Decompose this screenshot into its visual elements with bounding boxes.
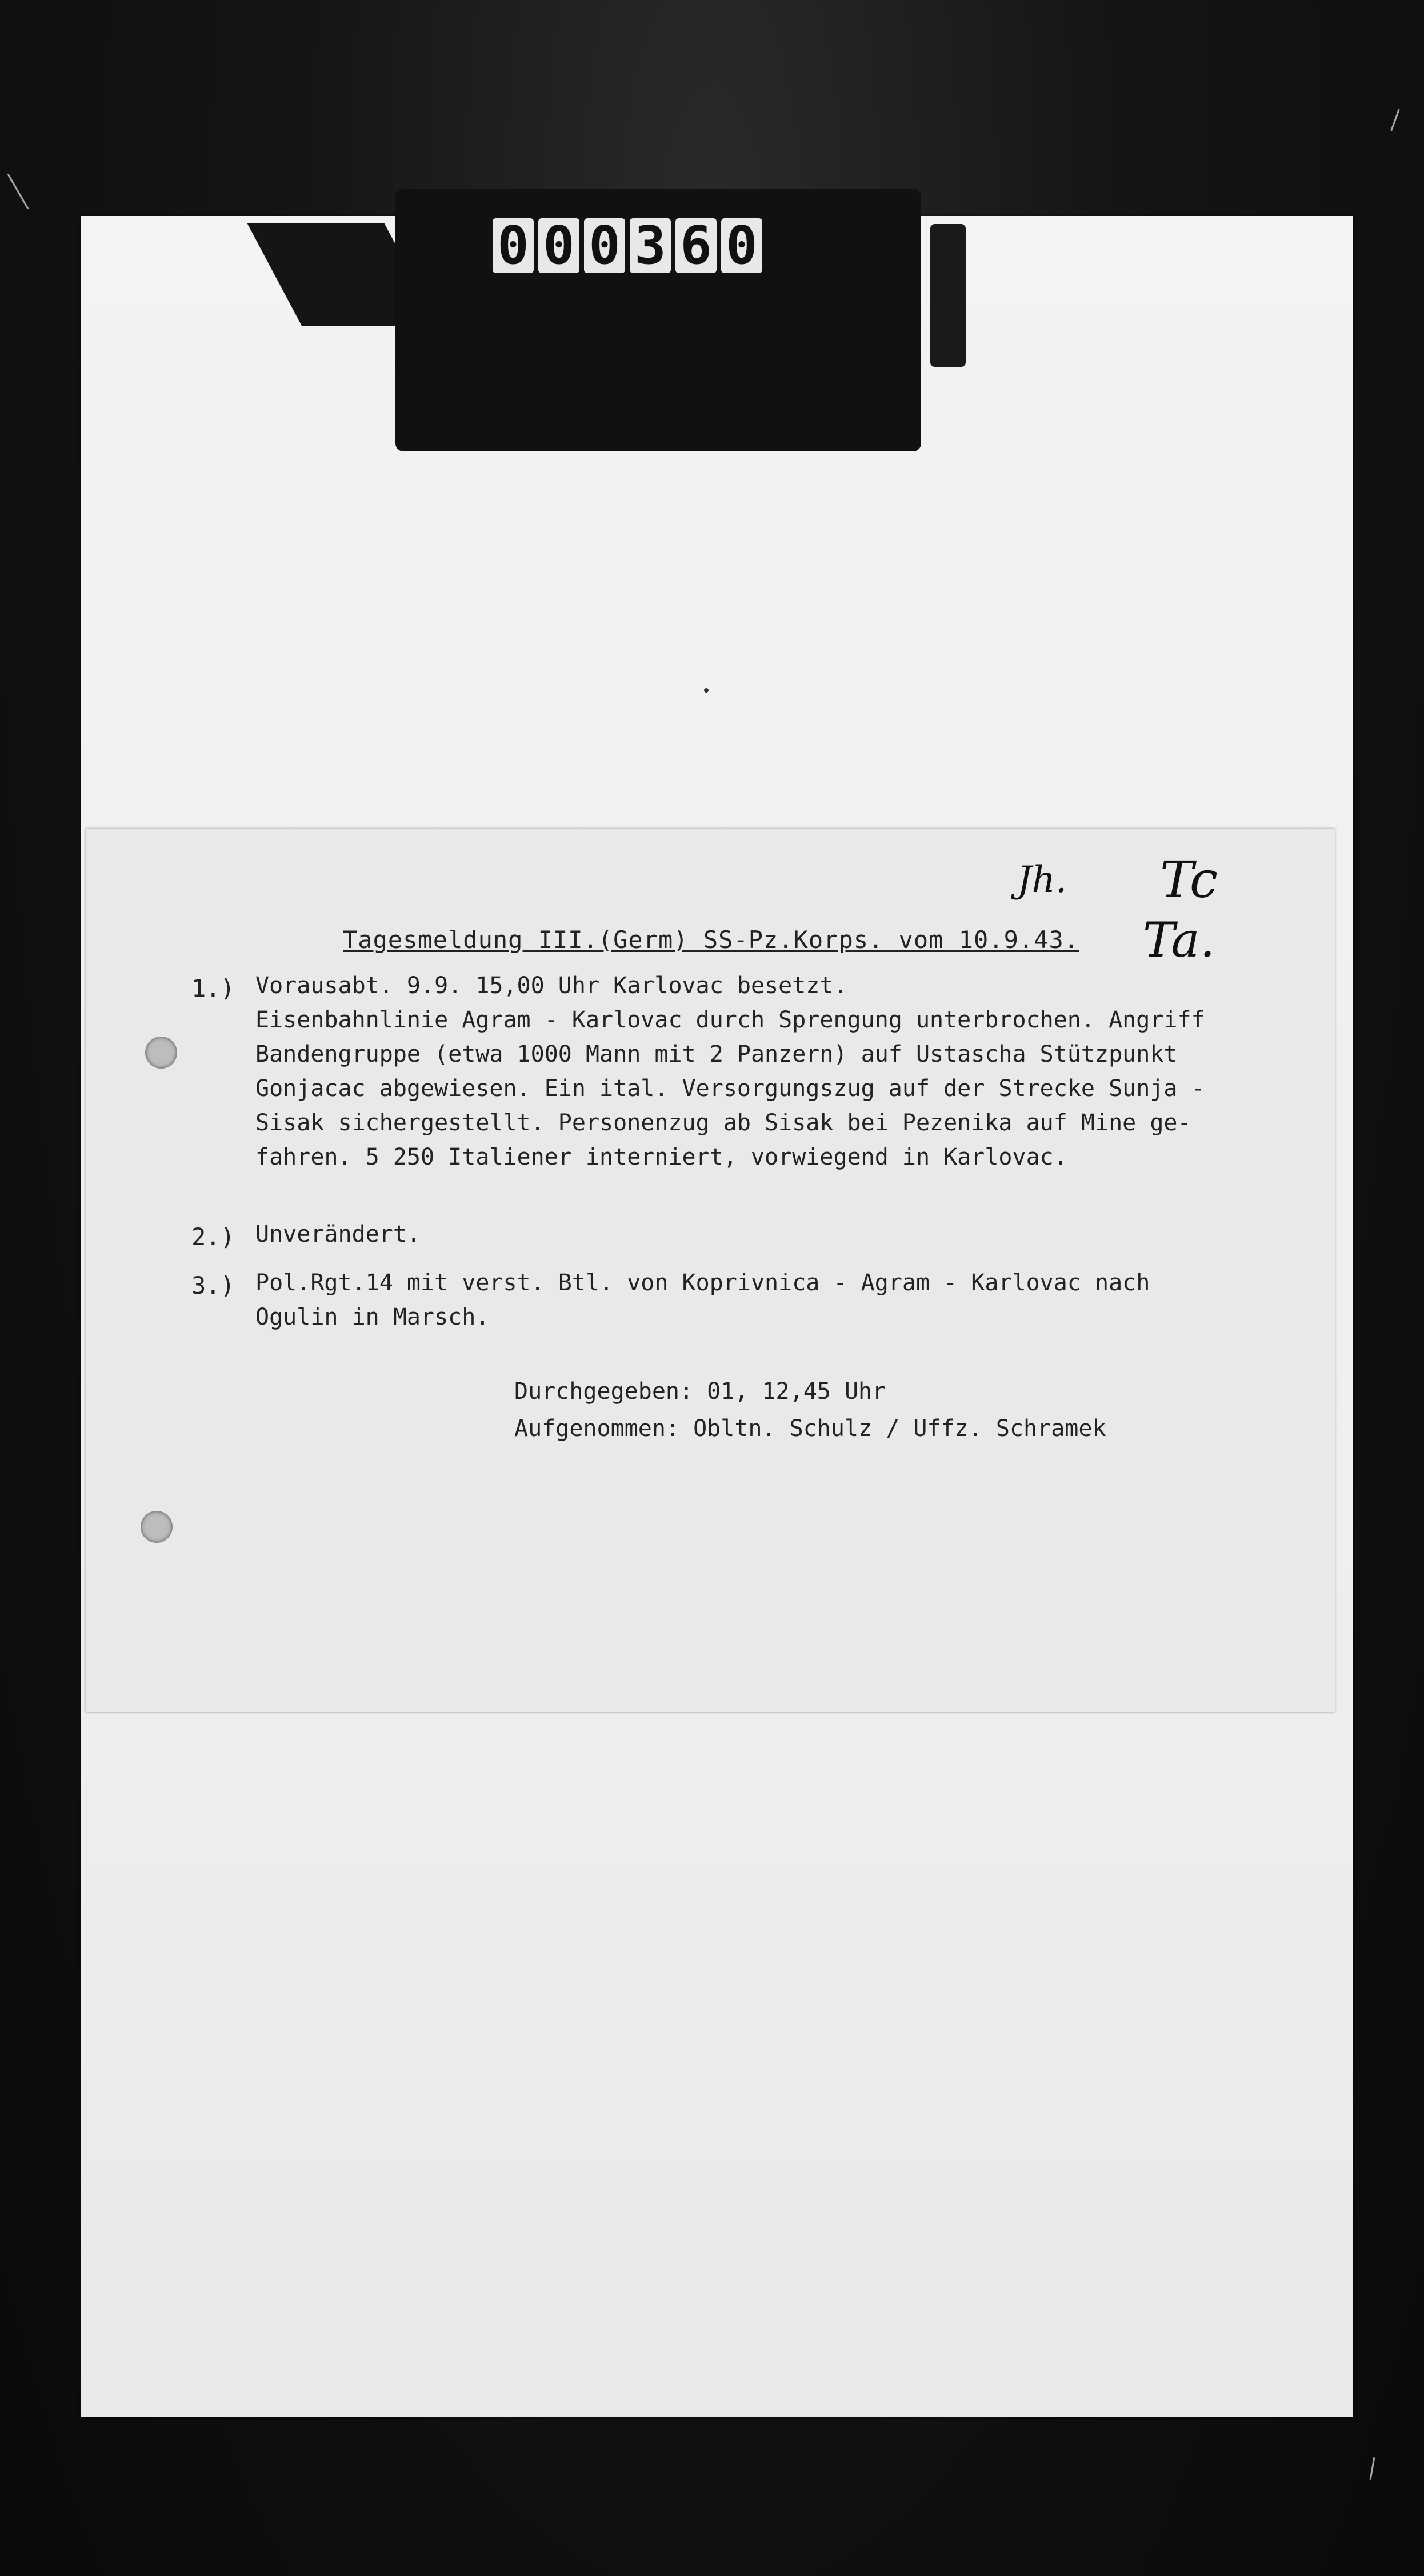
transmission-line: Durchgegeben: 01, 12,45 Uhr [514, 1378, 886, 1405]
item-line: Vorausabt. 9.9. 15,00 Uhr Karlovac besetzt. [255, 973, 847, 999]
item-line: Bandengruppe (etwa 1000 Mann mit 2 Panzern) auf Ustascha Stützpunkt [255, 1041, 1178, 1067]
item-line: Ogulin in Marsch. [255, 1304, 490, 1330]
transmission-line: Aufgenommen: Obltn. Schulz / Uffz. Schramek [514, 1415, 1106, 1442]
counter-knob [930, 224, 966, 367]
item-line: Pol.Rgt.14 mit verst. Btl. von Koprivnica - Agram - Karlovac nach [255, 1270, 1150, 1296]
item-line: Unverändert. [255, 1221, 421, 1247]
counter-digit: 0 [493, 218, 534, 273]
ink-speck [704, 688, 709, 693]
item-number: 3.) [191, 1271, 235, 1299]
item-number: 1.) [191, 974, 235, 1002]
report-text [86, 829, 1335, 1712]
counter-digit: 0 [538, 218, 579, 273]
handwritten-mark: Tc [1160, 850, 1218, 909]
handwritten-initials: Jh. [1017, 859, 1067, 901]
report-sheet [86, 829, 1335, 1712]
counter-digit: 0 [721, 218, 762, 273]
counter-digit: 0 [584, 218, 625, 273]
item-line: fahren. 5 250 Italiener interniert, vorwiegend in Karlovac. [255, 1144, 1067, 1170]
item-line: Gonjacac abgewiesen. Ein ital. Versorgungszug auf der Strecke Sunja - [255, 1075, 1205, 1102]
item-line: Sisak sichergestellt. Personenzug ab Sisak bei Pezenika auf Mine ge- [255, 1110, 1191, 1136]
report-title: Tagesmeldung III.(Germ) SS-Pz.Korps. vom 10.9.43. [343, 926, 1079, 954]
frame-counter-display [493, 215, 762, 276]
counter-digit: 6 [675, 218, 717, 273]
item-number: 2.) [191, 1223, 235, 1251]
handwritten-mark: Ta. [1143, 912, 1215, 968]
counter-digit: 3 [630, 218, 671, 273]
item-line: Eisenbahnlinie Agram - Karlovac durch Sprengung unterbrochen. Angriff [255, 1007, 1205, 1033]
